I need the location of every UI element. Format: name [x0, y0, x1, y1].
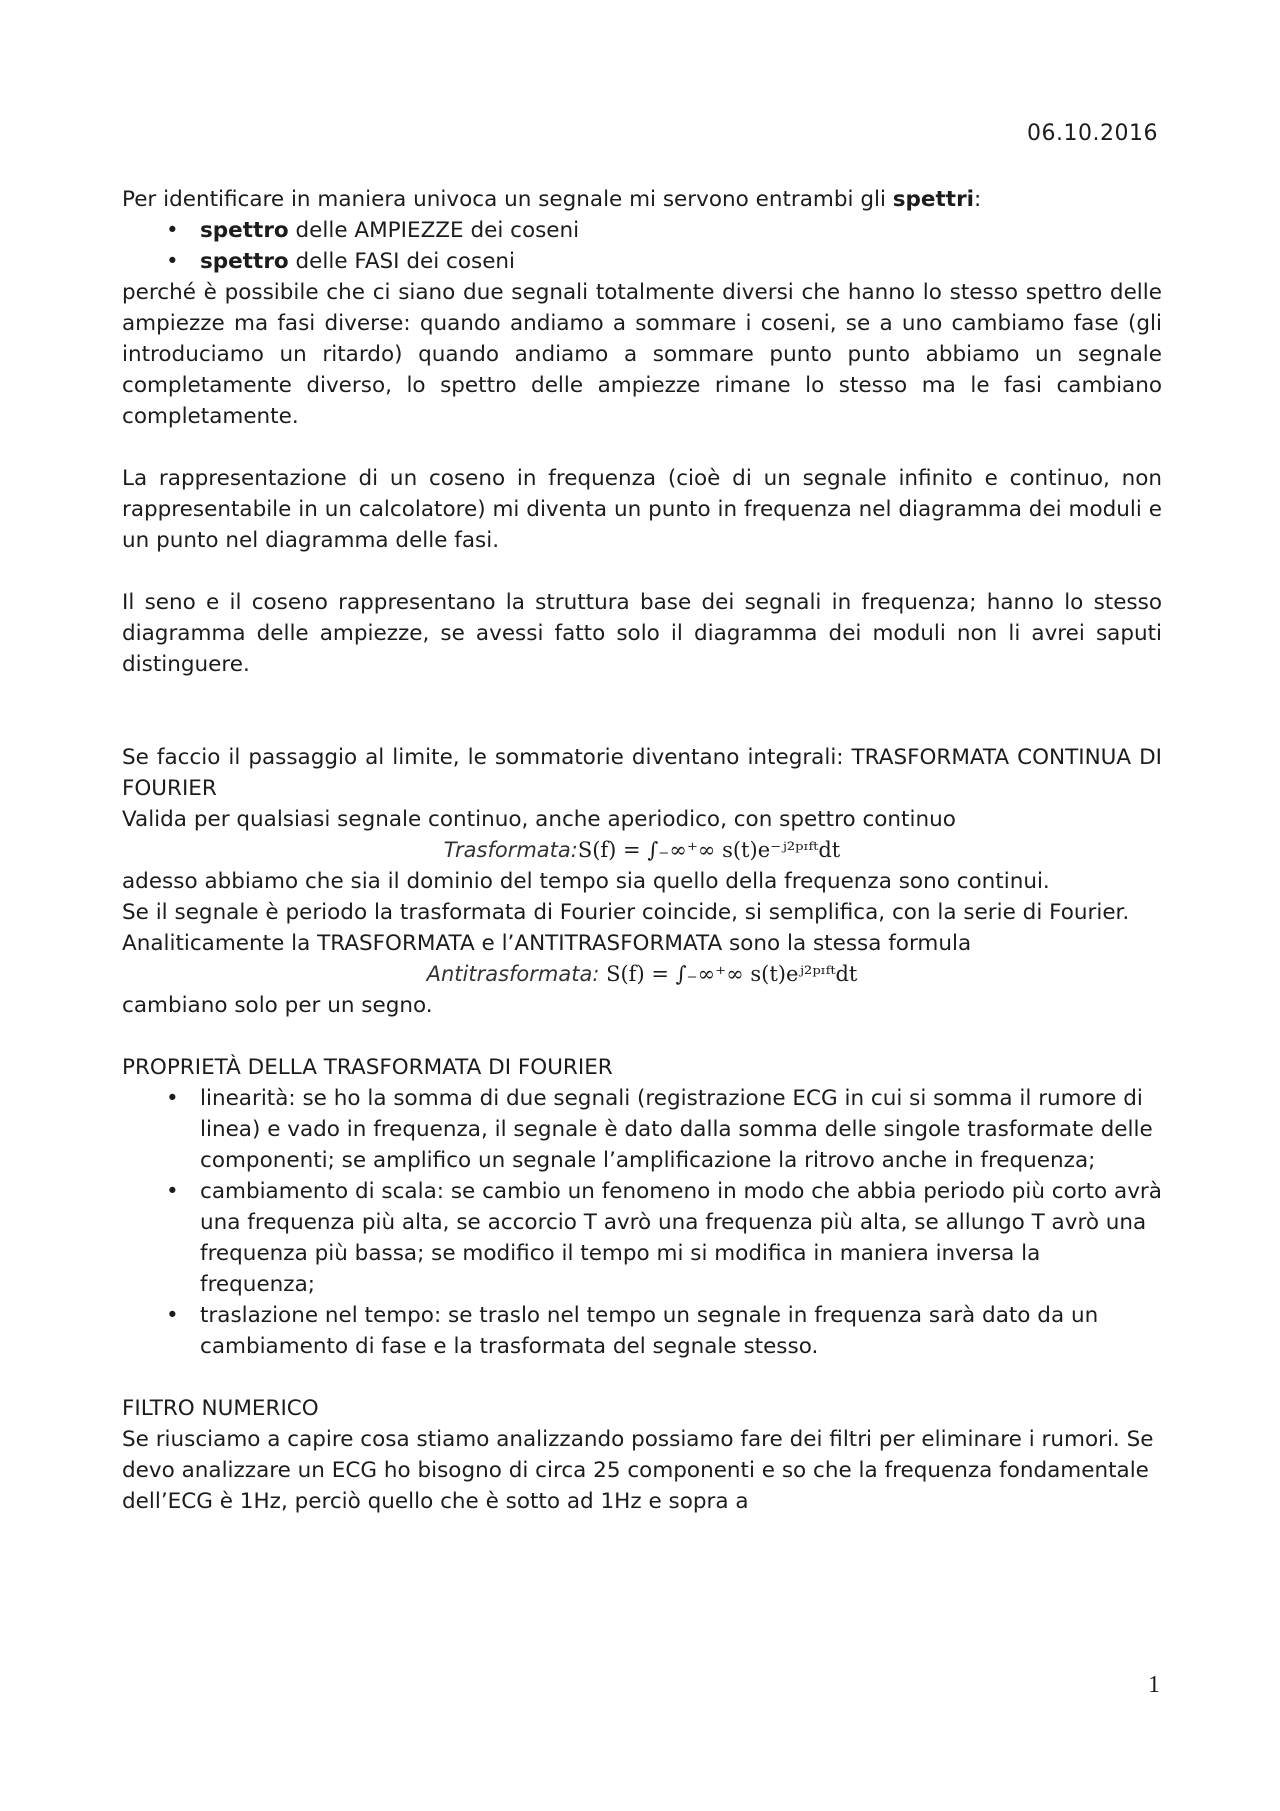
fourier-line: cambiano solo per un segno.	[122, 993, 433, 1018]
paragraph-sine-cosine: Il seno e il coseno rappresentano la struttura base dei segnali in frequenza; hanno lo stesso diagramma delle ampiezze, se avessi fatto solo il diagramma dei moduli non li avrei saputi distinguere.	[122, 590, 1162, 677]
fourier-line: Se il segnale è periodo la trasformata di Fourier coincide, si semplifica, con la serie di Fourier.	[122, 900, 1130, 925]
filter-paragraph: Se riusciamo a capire cosa stiamo analizzando possiamo fare dei filtri per eliminare i rumori. Se devo analizzare un ECG ho bisogno di circa 25 componenti e so che la frequenza fondamentale dell’ECG è 1Hz, perciò quello che è sotto ad 1Hz e sopra a	[122, 1427, 1154, 1514]
fourier-line: Analiticamente la TRASFORMATA e l’ANTITRASFORMATA sono la stessa formula	[122, 931, 972, 956]
properties-heading: PROPRIETÀ DELLA TRASFORMATA DI FOURIER	[122, 1055, 613, 1080]
list-item: • linearità: se ho la somma di due segnali (registrazione ECG in cui si somma il rumore di linea) e vado in frequenza, il segnale è dato dalla somma delle singole trasformate delle componenti; se amplifico un segnale l’amplificazione la ritrovo anche in frequenza;	[122, 1083, 1162, 1176]
spectra-list	[122, 215, 1162, 277]
page-number: 1	[1148, 1672, 1160, 1698]
list-item: • spettro delle FASI dei coseni	[122, 246, 1162, 277]
antitransform-formula: Antitrasformata: S(f) = ∫₋∞⁺∞ s(t)eʲ²ᵖᶦᶠᵗdt	[426, 962, 858, 986]
list-item: • cambiamento di scala: se cambio un fenomeno in modo che abbia periodo più corto avrà una frequenza più alta, se accorcio T avrò una frequenza più alta, se allungo T avrò una frequenza più bassa; se modifico il tempo mi si modifica in maniera inversa la frequenza;	[122, 1176, 1162, 1300]
fourier-line: adesso abbiamo che sia il dominio del tempo sia quello della frequenza sono continui.	[122, 869, 1050, 894]
fourier-validity: Valida per qualsiasi segnale continuo, anche aperiodico, con spettro continuo	[122, 807, 956, 832]
list-item: • traslazione nel tempo: se traslo nel tempo un segnale in frequenza sarà dato da un cambiamento di fase e la trasformata del segnale stesso.	[122, 1300, 1162, 1362]
list-item: • spettro delle AMPIEZZE dei coseni	[122, 215, 1162, 246]
filter-heading: FILTRO NUMERICO	[122, 1396, 319, 1421]
document-date: 06.10.2016	[1027, 121, 1158, 146]
intro-lead-bold: spettri	[892, 187, 975, 212]
transform-formula: Trasformata:S(f) = ∫₋∞⁺∞ s(t)e⁻ʲ²ᵖᶦᶠᵗdt	[443, 838, 841, 862]
fourier-intro: Se faccio il passaggio al limite, le sommatorie diventano integrali: TRASFORMATA CONTINUA DI FOURIER	[122, 745, 1162, 801]
intro-lead: Per identificare in maniera univoca un segnale mi servono entrambi gli spettri:	[122, 187, 982, 212]
document-body	[122, 184, 1162, 1517]
paragraph-cosine-representation: La rappresentazione di un coseno in frequenza (cioè di un segnale infinito e continuo, non rappresentabile in un calcolatore) mi diventa un punto in frequenza nel diagramma dei moduli e un punto nel diagramma delle fasi.	[122, 466, 1162, 553]
properties-list	[122, 1083, 1162, 1362]
intro-paragraph: perché è possibile che ci siano due segnali totalmente diversi che hanno lo stesso spettro delle ampiezze ma fasi diverse: quando andiamo a sommare i coseni, se a uno cambiamo fase (gli introduciamo un ritardo) quando andiamo a sommare punto punto abbiamo un segnale completamente diverso, lo spettro delle ampiezze rimane lo stesso ma le fasi cambiano completamente.	[122, 280, 1162, 429]
